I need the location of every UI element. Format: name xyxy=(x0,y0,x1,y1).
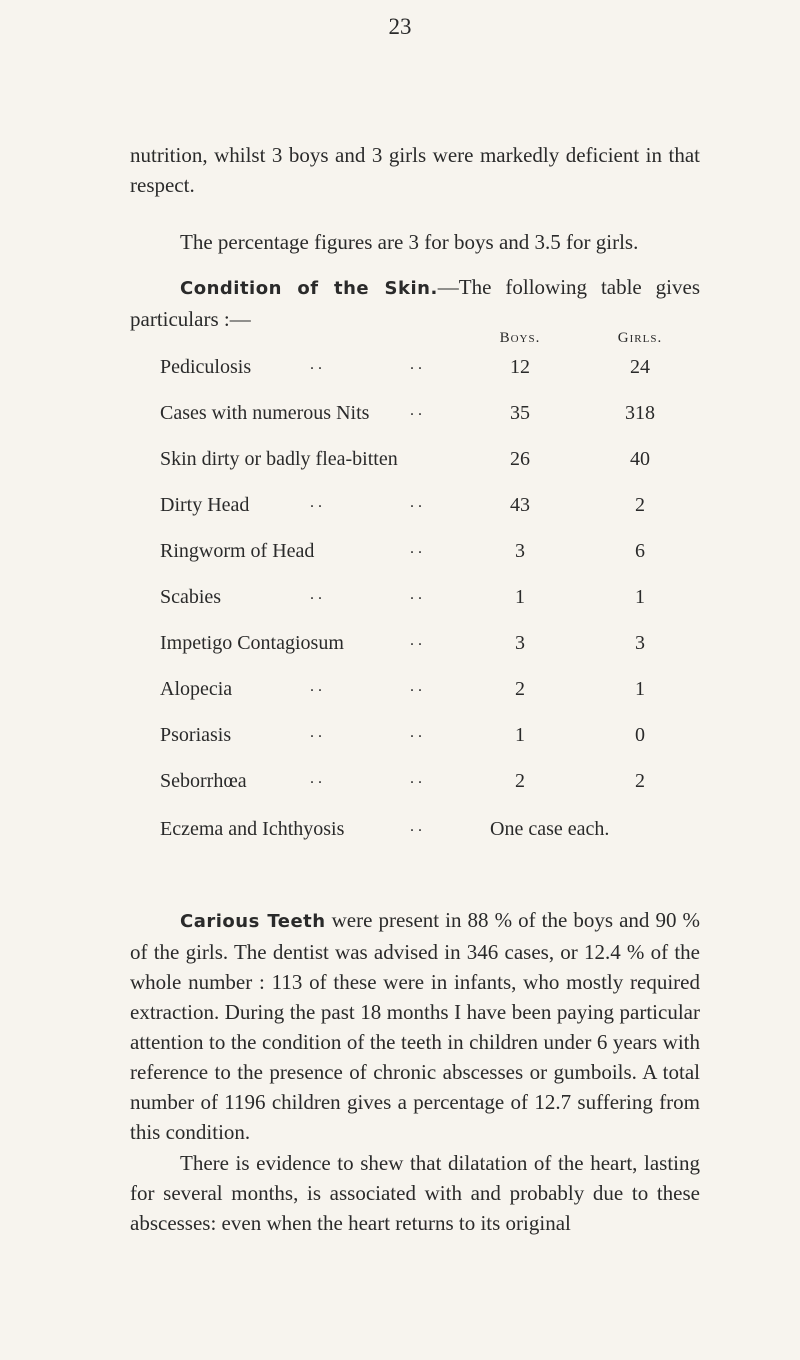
condition-label: Pediculosis xyxy=(160,356,252,378)
girls-value: 1 xyxy=(635,586,645,608)
leader-dots: . . xyxy=(410,494,422,511)
boys-value: 43 xyxy=(510,494,530,516)
boys-value: 1 xyxy=(515,724,525,746)
boys-value: 12 xyxy=(510,356,530,378)
paragraph-percentage: The percentage figures are 3 for boys and 3.5 for girls. xyxy=(180,230,639,254)
table-row xyxy=(0,632,800,664)
girls-value: 3 xyxy=(635,632,645,654)
paragraph-skin-condition xyxy=(130,272,700,334)
girls-value: 318 xyxy=(625,402,655,424)
leader-dots: . . xyxy=(410,586,422,603)
leader-dots: . . xyxy=(410,632,422,649)
table-row xyxy=(0,678,800,710)
boys-value: 3 xyxy=(515,540,525,562)
paragraph-nutrition: nutrition, whilst 3 boys and 3 girls were markedly deficient in that respect. xyxy=(130,143,700,197)
table-row xyxy=(0,770,800,802)
table-row-eczema xyxy=(0,818,800,850)
table-row xyxy=(0,402,800,434)
condition-label: Psoriasis xyxy=(160,724,232,746)
table-row xyxy=(0,356,800,388)
boys-column-header: Boys. xyxy=(499,330,541,346)
leader-dots: . . xyxy=(310,724,322,741)
table-row xyxy=(0,448,800,480)
leader-dots: . . xyxy=(310,770,322,787)
leader-dots: . . xyxy=(410,540,422,557)
leader-dots: . . xyxy=(310,678,322,695)
boys-value: 2 xyxy=(515,678,525,700)
condition-label: Impetigo Contagiosum xyxy=(160,632,344,654)
girls-value: 1 xyxy=(635,678,645,700)
girls-value: 2 xyxy=(635,494,645,516)
table-row xyxy=(0,540,800,572)
table-row xyxy=(0,586,800,618)
skin-intro-text: —The following table gives particulars :— xyxy=(130,275,701,331)
boys-value: 1 xyxy=(515,586,525,608)
table-row xyxy=(0,724,800,756)
teeth-heading: Carious Teeth xyxy=(180,911,326,932)
table-row xyxy=(0,494,800,526)
leader-dots: . . xyxy=(310,356,322,373)
leader-dots: . . xyxy=(410,724,422,741)
condition-label: Eczema and Ichthyosis xyxy=(160,818,345,840)
teeth-text: were present in 88 % of the boys and 90 % of the girls. The dentist was advised in 346 cases, or 12.4 % of the whole number : 113 of these were in infants, who mostly required extraction. During the past 18 months I have been paying particular attention to the condition of the teeth in children under 6 years with reference to the presence of chronic abscesses or gumboils. A total number of 1196 children gives a percentage of 12.7 suffering from this condition. xyxy=(130,908,700,1144)
paragraph-heart: There is evidence to shew that dilatation of the heart, lasting for several months, is associated with and probably due to these abscesses: even when the heart returns to its original xyxy=(130,1151,700,1235)
girls-column-header: Girls. xyxy=(617,330,663,346)
leader-dots: . . xyxy=(310,586,322,603)
girls-value: 0 xyxy=(635,724,645,746)
condition-label: Cases with numerous Nits xyxy=(160,402,370,424)
leader-dots: . . xyxy=(410,818,422,835)
boys-value: 26 xyxy=(510,448,530,470)
girls-value: 40 xyxy=(630,448,650,470)
condition-label: Skin dirty or badly flea-bitten xyxy=(160,448,398,470)
skin-heading: Condition of the Skin. xyxy=(180,278,438,299)
condition-label: Seborrhœa xyxy=(160,770,247,792)
page-number: 23 xyxy=(388,14,412,39)
boys-value: 2 xyxy=(515,770,525,792)
girls-value: 2 xyxy=(635,770,645,792)
girls-value: 6 xyxy=(635,540,645,562)
leader-dots: . . xyxy=(410,770,422,787)
leader-dots: . . xyxy=(410,356,422,373)
girls-value: 24 xyxy=(630,356,650,378)
merged-value: One case each. xyxy=(490,818,610,840)
condition-label: Dirty Head xyxy=(160,494,250,516)
condition-label: Scabies xyxy=(160,586,222,608)
condition-label: Ringworm of Head xyxy=(160,540,315,562)
leader-dots: . . xyxy=(310,494,322,511)
leader-dots: . . xyxy=(410,678,422,695)
leader-dots: . . xyxy=(410,402,422,419)
paragraph-carious-teeth xyxy=(130,905,700,1147)
boys-value: 3 xyxy=(515,632,525,654)
condition-label: Alopecia xyxy=(160,678,233,700)
boys-value: 35 xyxy=(510,402,530,424)
